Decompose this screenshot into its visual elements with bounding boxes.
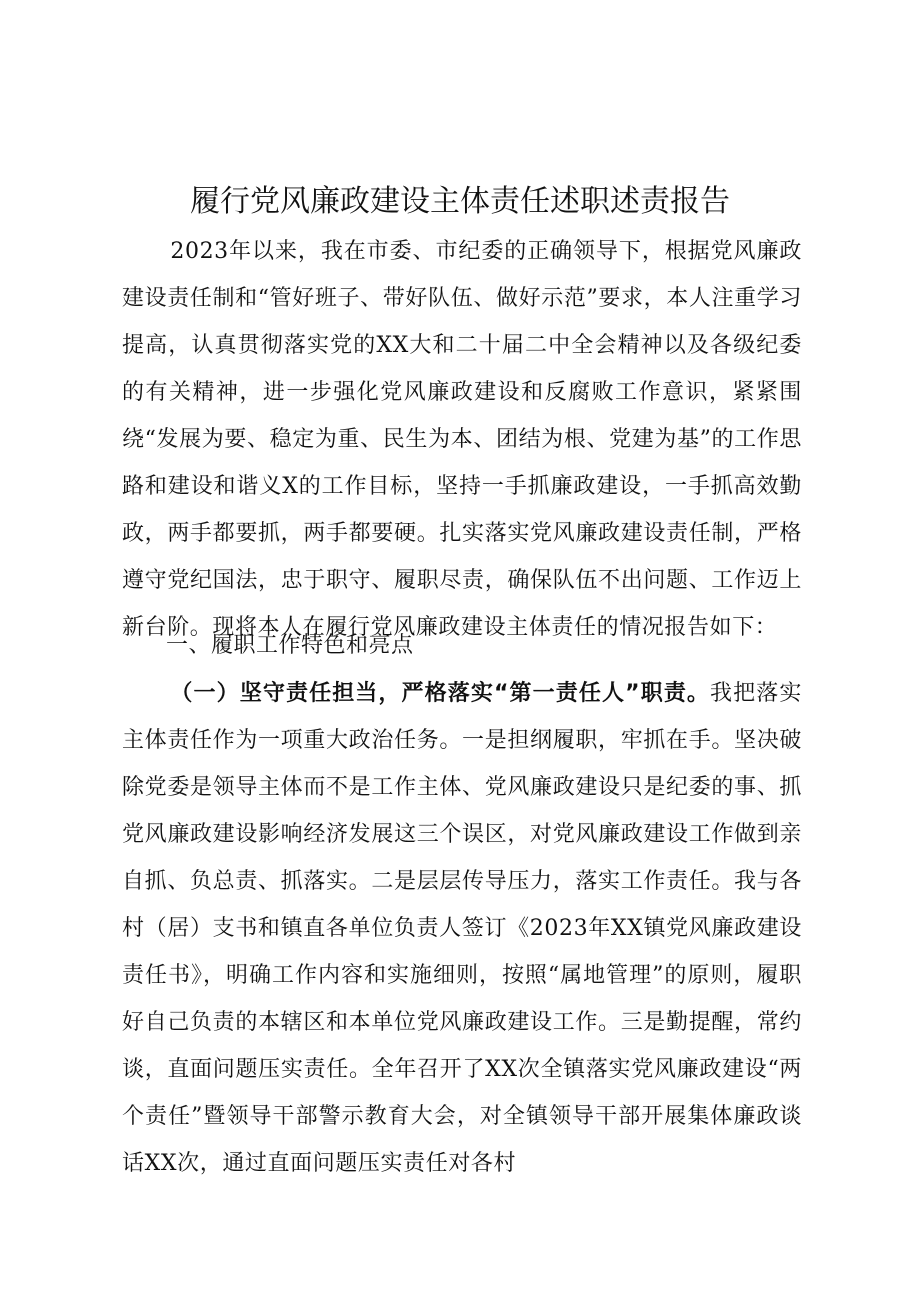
subsection-section (122, 670, 802, 1187)
section-heading: 一、履职工作特色和亮点 (166, 633, 414, 658)
document-title: 履行党风廉政建设主体责任述职述责报告 (190, 184, 730, 219)
intro-paragraph: 2023年以来，我在市委、市纪委的正确领导下，根据党风廉政建设责任制和“管好班子、带好队伍、做好示范”要求，本人注重学习提高，认真贯彻落实党的XX大和二十届二中全会精神以及各级纪委的有关精神，进一步强化党风廉政建设和反腐败工作意识，紧紧围绕“发展为要、稳定为重、民生为本、团结为根、党建为基”的工作思路和建设和谐义X的工作目标，坚持一手抓廉政建设，一手抓高效勤政，两手都要抓，两手都要硬。扎实落实党风廉政建设责任制，严格遵守党纪国法，忠于职守、履职尽责，确保队伍不出问题、工作迈上新台阶。现将本人在履行党风廉政建设主体责任的情况报告如下： (122, 239, 802, 640)
subsection-paragraph (122, 670, 802, 1187)
subsection-lead: （一）坚守责任担当，严格落实“第一责任人”职责。 (170, 681, 711, 706)
intro-section (122, 228, 802, 651)
subsection-body: 我把落实主体责任作为一项重大政治任务。一是担纲履职，牢抓在手。坚决破除党委是领导主体而不是工作主体、党风廉政建设只是纪委的事、抓党风廉政建设影响经济发展这三个误区，对党风廉政建设工作做到亲自抓、负总责、抓落实。二是层层传导压力，落实工作责任。我与各村（居）支书和镇直各单位负责人签订《2023年XX镇党风廉政建设责任书》，明确工作内容和实施细则，按照“属地管理”的原则，履职好自己负责的本辖区和本单位党风廉政建设工作。三是勤提醒，常约谈，直面问题压实责任。全年召开了XX次全镇落实党风廉政建设“两个责任”暨领导干部警示教育大会，对全镇领导干部开展集体廉政谈话XX次，通过直面问题压实责任对各村 (122, 681, 802, 1176)
